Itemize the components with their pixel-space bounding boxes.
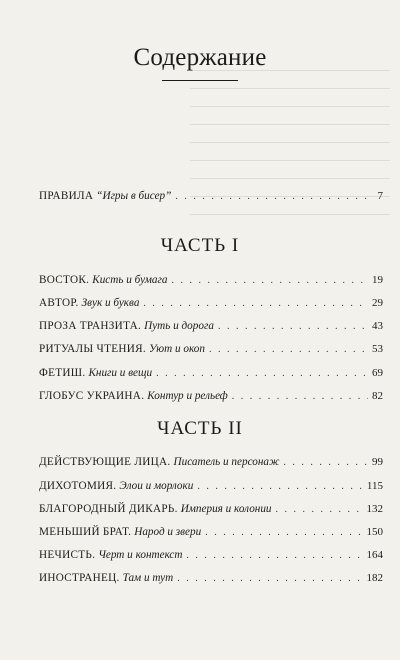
toc-section: ИНОСТРАНЕЦ. <box>39 572 120 584</box>
toc-section: МЕНЬШИЙ БРАТ. <box>39 526 132 538</box>
toc-subtitle: Империя и колонии <box>180 503 272 515</box>
toc-section: АВТОР. <box>39 297 79 309</box>
leader-dots <box>232 389 368 405</box>
toc-entry <box>39 365 383 381</box>
leader-dots <box>177 571 362 587</box>
toc-subtitle: “Игры в бисер” <box>96 190 172 202</box>
toc-subtitle: Кисть и бумага <box>92 274 168 286</box>
toc-section: РИТУАЛЫ ЧТЕНИЯ. <box>39 343 146 355</box>
toc-entry <box>39 501 383 517</box>
toc-subtitle: Писатель и персонаж <box>173 456 280 468</box>
toc-entry <box>39 272 383 288</box>
bleed-through-text <box>190 70 390 250</box>
leader-dots <box>197 479 363 495</box>
toc-subtitle: Уют и окоп <box>149 343 205 355</box>
toc-section: ФЕТИШ. <box>39 367 86 379</box>
toc-entry <box>39 295 383 311</box>
toc-entry <box>39 524 383 540</box>
toc-page-number: 115 <box>366 480 383 492</box>
toc-subtitle: Там и тут <box>122 572 174 584</box>
toc-entry <box>39 547 383 563</box>
toc-section: ДЕЙСТВУЮЩИЕ ЛИЦА. <box>39 456 171 468</box>
toc-entry <box>39 478 383 494</box>
toc-entry <box>39 454 383 470</box>
toc-entry <box>39 318 383 334</box>
toc-page-number: 7 <box>377 190 383 202</box>
toc-subtitle: Контур и рельеф <box>147 390 228 402</box>
toc-section: ГЛОБУС УКРАИНА. <box>39 390 145 402</box>
toc-subtitle: Звук и буква <box>81 297 140 309</box>
leader-dots <box>171 273 368 289</box>
toc-entry-intro <box>39 188 383 204</box>
toc-page-number: 150 <box>366 526 383 538</box>
toc-section: ВОСТОК. <box>39 274 90 286</box>
toc-subtitle: Народ и звери <box>134 526 202 538</box>
leader-dots <box>209 342 368 358</box>
toc-page-number: 99 <box>372 456 383 468</box>
toc-section: ПРОЗА ТРАНЗИТА. <box>39 320 142 332</box>
toc-entry <box>39 341 383 357</box>
toc-subtitle: Путь и дорога <box>144 320 214 332</box>
toc-section: ДИХОТОМИЯ. <box>39 480 117 492</box>
toc-section: БЛАГОРОДНЫЙ ДИКАРЬ. <box>39 503 178 515</box>
leader-dots <box>156 366 368 382</box>
toc-page-number: 29 <box>372 297 383 309</box>
leader-dots <box>175 189 373 205</box>
toc-page-number: 182 <box>366 572 383 584</box>
toc-section: НЕЧИСТЬ. <box>39 549 96 561</box>
toc-page-number: 82 <box>372 390 383 402</box>
toc-page-number: 164 <box>366 549 383 561</box>
toc-entry <box>39 388 383 404</box>
toc-page-number: 69 <box>372 367 383 379</box>
toc-subtitle: Книги и вещи <box>88 367 153 379</box>
toc-subtitle: Черт и контекст <box>98 549 183 561</box>
toc-section: ПРАВИЛА <box>39 190 94 202</box>
toc-page-number: 53 <box>372 343 383 355</box>
leader-dots <box>276 502 363 518</box>
leader-dots <box>143 296 368 312</box>
toc-subtitle: Элои и морлоки <box>119 480 194 492</box>
leader-dots <box>283 455 368 471</box>
leader-dots <box>186 548 362 564</box>
toc-page-number: 19 <box>372 274 383 286</box>
page-title: Содержание <box>133 44 267 71</box>
leader-dots <box>205 525 362 541</box>
toc-page-number: 43 <box>372 320 383 332</box>
title-underline <box>162 80 238 81</box>
leader-dots <box>218 319 368 335</box>
toc-entry <box>39 570 383 586</box>
part-heading: ЧАСТЬ I <box>160 235 240 256</box>
toc-page-number: 132 <box>366 503 383 515</box>
part-heading: ЧАСТЬ II <box>157 418 243 439</box>
